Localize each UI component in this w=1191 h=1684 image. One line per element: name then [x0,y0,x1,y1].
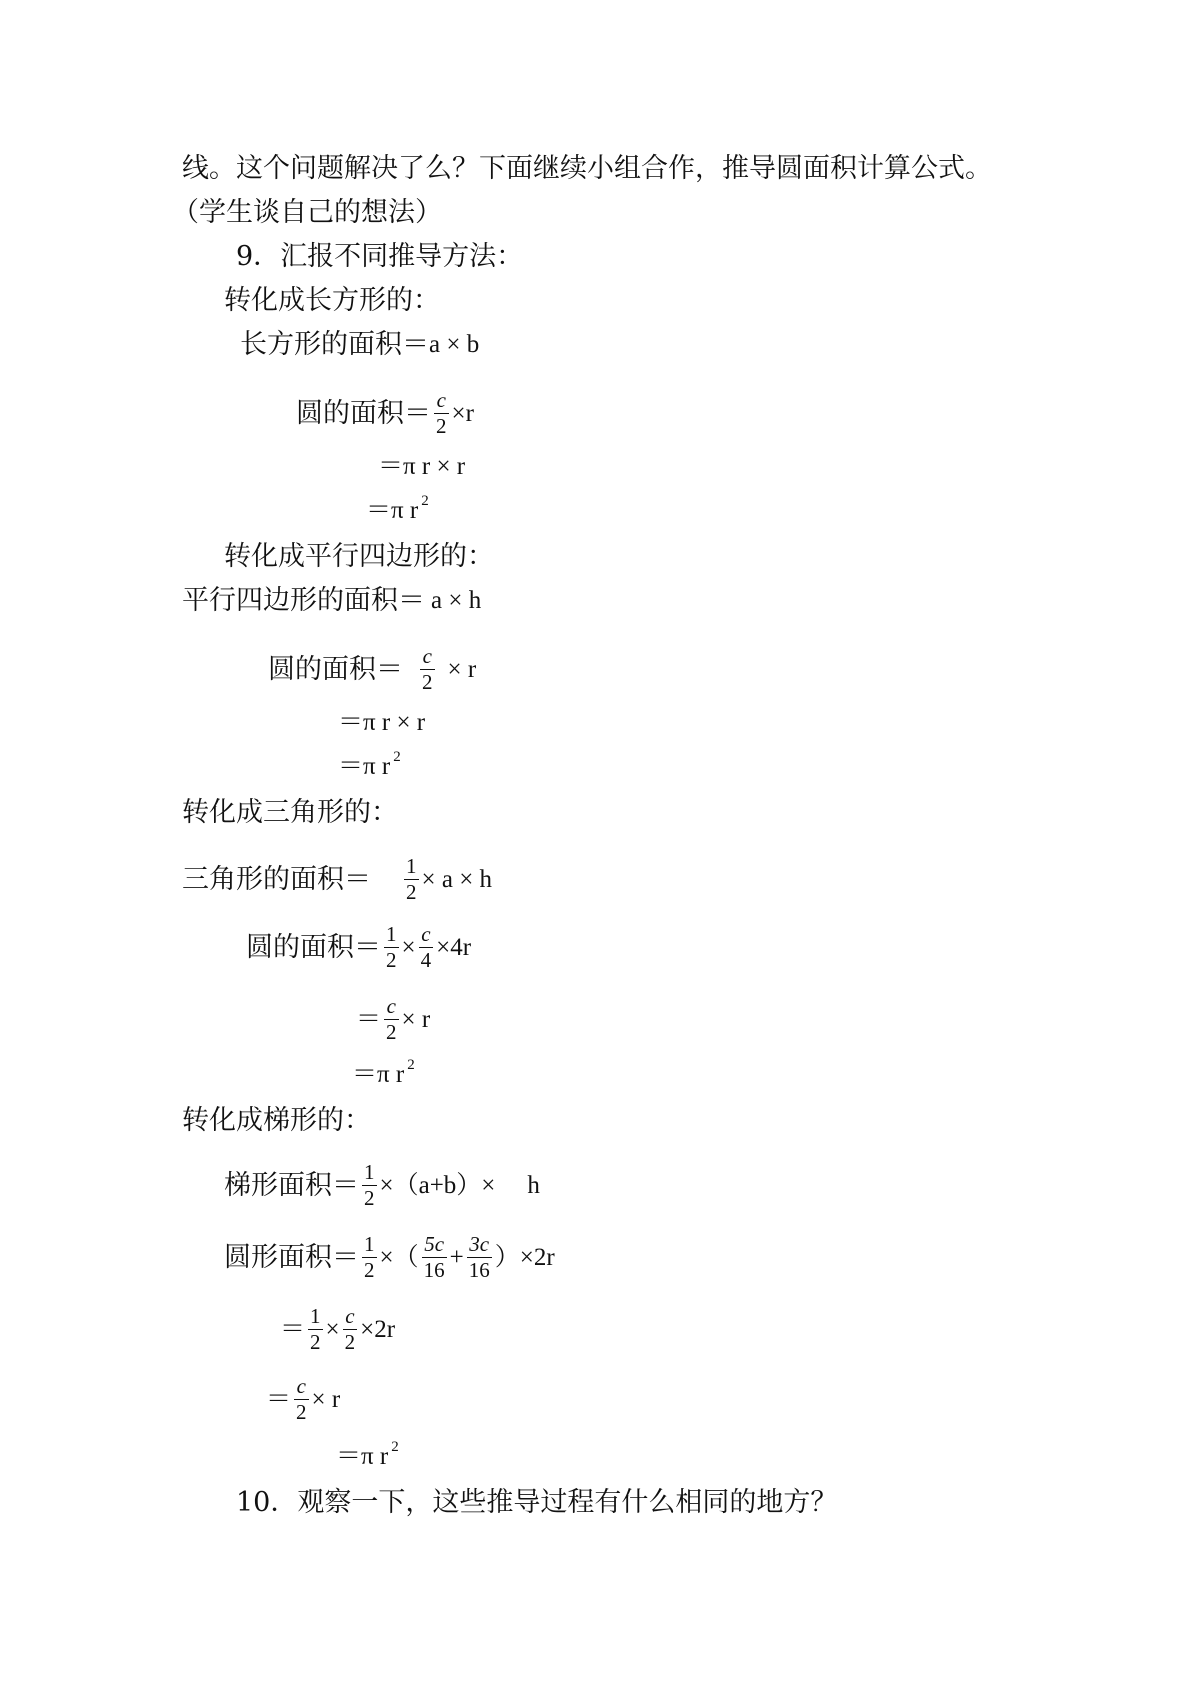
formula-line [246,924,471,971]
fraction-denominator: 2 [310,1330,321,1354]
formula-label: 圆的面积＝ [246,931,381,963]
operator: + [449,1243,464,1271]
text-line [182,152,992,186]
fraction-numerator: 1 [406,854,417,878]
formula-expression: ＝π r × r [338,709,426,736]
fraction [384,996,399,1043]
fraction [419,924,434,971]
formula-line [182,856,492,903]
heading-text: 10．观察一下，这些推导过程有什么相同的地方？ [236,1487,838,1518]
formula-expression: × r [401,1005,431,1033]
fraction-denominator: 2 [406,880,417,904]
fraction-numerator: 1 [364,1160,375,1184]
formula-line [352,1058,415,1092]
fraction-denominator: 2 [386,1020,397,1044]
formula-line [366,494,429,528]
operator: × [325,1315,340,1343]
fraction-numerator: c [386,994,396,1018]
fraction-denominator: 2 [422,670,433,694]
formula-expression: ）×2r [494,1243,555,1271]
fraction-denominator: 4 [420,948,432,972]
fraction-denominator: 2 [436,414,447,438]
operator: ＝ [356,1005,382,1033]
formula-expression: ＝π r [338,753,391,780]
fraction [420,646,435,693]
fraction-numerator: 1 [364,1232,375,1256]
formula-line [240,328,479,362]
formula-expression: ×2r [360,1315,396,1343]
formula-label: 三角形的面积＝ [182,863,371,895]
fraction [362,1234,377,1281]
subheading-text: 转化成梯形的： [182,1105,371,1136]
fraction-denominator: 16 [423,1258,445,1282]
fraction-denominator: 16 [468,1258,490,1282]
formula-expression: × r [311,1385,341,1413]
formula-line [296,390,474,437]
formula-expression: ＝π r [366,497,419,524]
fraction-denominator: 2 [344,1330,356,1354]
fraction-denominator: 2 [386,948,397,972]
subheading [182,1104,371,1138]
formula-label: 平行四边形的面积＝ [182,585,425,616]
formula-expression: ＝π r [336,1443,389,1470]
heading-text: 9．汇报不同推导方法： [236,241,524,272]
formula-label: 长方形的面积＝ [240,329,429,360]
formula-line [280,1306,395,1353]
formula-line [336,1440,399,1474]
operator: × [401,933,416,961]
exponent: 2 [393,749,401,765]
formula-expression: ＝π r × r [378,453,466,480]
formula-line [266,1376,340,1423]
fraction-numerator: c [296,1374,306,1398]
section-heading [236,240,523,274]
formula-line [338,706,425,740]
formula-label: 圆的面积＝ [296,397,431,429]
fraction [308,1306,323,1353]
formula-label: 圆的面积＝ [268,653,403,685]
fraction [384,924,399,971]
fraction-denominator: 2 [364,1186,375,1210]
exponent: 2 [421,493,429,509]
formula-line [268,646,476,693]
subheading [224,284,440,318]
paragraph-text: 线。这个问题解决了么？下面继续小组合作，推导圆面积计算公式。 [182,153,992,184]
fraction-numerator: c [421,922,431,946]
fraction [467,1234,492,1281]
formula-line [182,584,481,618]
formula-line [224,1162,540,1209]
formula-expression: ×4r [436,933,472,961]
formula-label: 圆形面积＝ [224,1241,359,1273]
fraction [294,1376,309,1423]
fraction-numerator: 1 [310,1304,321,1328]
operator: ＝ [266,1385,292,1413]
fraction [362,1162,377,1209]
section-heading [236,1486,837,1520]
fraction [343,1306,358,1353]
formula-variable: h [527,1171,540,1199]
fraction-denominator: 2 [296,1400,307,1424]
formula-line [378,450,465,484]
formula-expression: ×r [451,399,474,427]
fraction-denominator: 2 [364,1258,375,1282]
subheading [224,540,494,574]
fraction [422,1234,447,1281]
subheading-text: 转化成三角形的： [182,797,398,828]
fraction [404,856,419,903]
formula-expression: ＝π r [352,1061,405,1088]
exponent: 2 [391,1439,399,1455]
subheading-text: 转化成平行四边形的： [224,541,494,572]
formula-line [356,996,430,1043]
fraction-numerator: 3c [469,1232,490,1256]
operator: ＝ [280,1315,306,1343]
operator: ×（ [379,1243,419,1271]
formula-line [224,1234,555,1281]
fraction-numerator: 1 [386,922,397,946]
formula-expression: ×（a+b）× [379,1171,496,1199]
subheading-text: 转化成长方形的： [224,285,440,316]
fraction-numerator: c [422,644,432,668]
paragraph-text: （学生谈自己的想法） [172,197,442,228]
fraction-numerator: c [345,1304,355,1328]
exponent: 2 [407,1057,415,1073]
formula-label: 梯形面积＝ [224,1169,359,1201]
formula-line [338,750,401,784]
fraction-numerator: 5c [424,1232,445,1256]
formula-expression: × a × h [421,865,493,893]
text-line [172,196,442,230]
formula-expression: a × b [429,331,480,358]
fraction-numerator: c [436,388,446,412]
fraction [434,390,449,437]
subheading [182,796,398,830]
formula-expression: × r [447,655,477,683]
formula-expression: a × h [431,587,482,614]
